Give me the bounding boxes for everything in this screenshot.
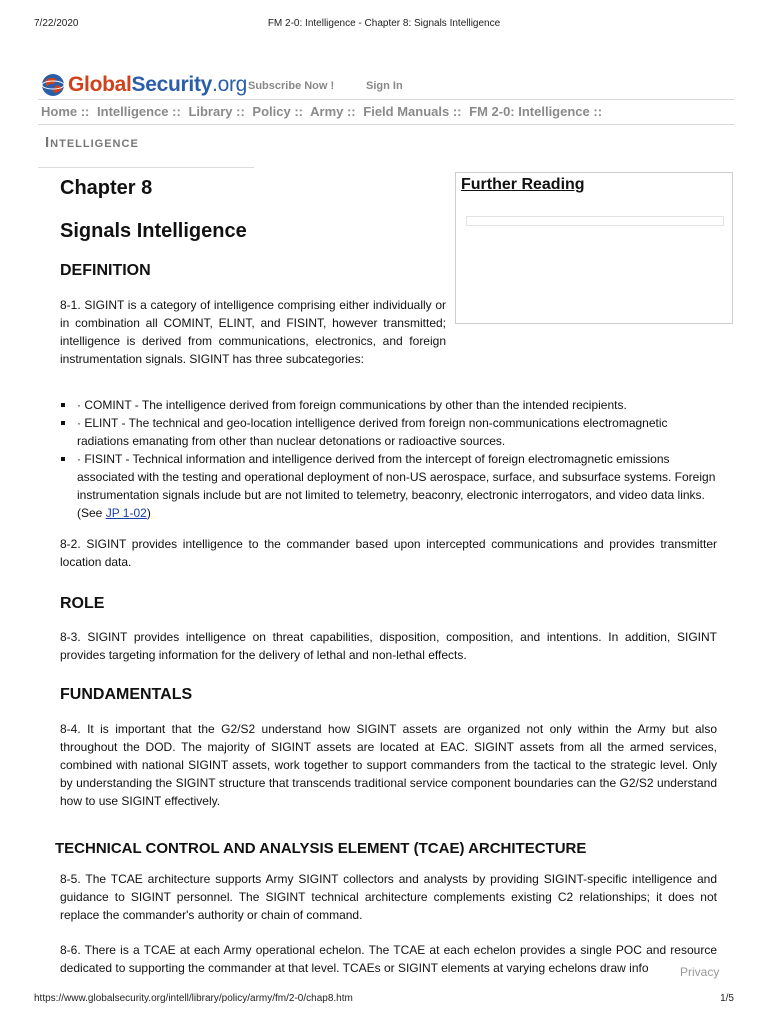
breadcrumb	[41, 104, 606, 119]
list-item-comint: · COMINT - The intelligence derived from foreign communications by other than the intended recipients.	[60, 396, 720, 414]
paragraph-8-2: 8-2. SIGINT provides intelligence to the commander based upon intercepted communications and provides transmitter location data.	[60, 537, 717, 569]
breadcrumb-policy[interactable]: Policy ::	[252, 104, 303, 119]
site-logo[interactable]	[40, 70, 247, 100]
breadcrumb-library[interactable]: Library ::	[188, 104, 245, 119]
heading-fundamentals: FUNDAMENTALS	[60, 686, 193, 703]
paragraph-8-3: 8-3. SIGINT provides intelligence on threat capabilities, disposition, composition, and intentions. In addition, SIGINT provides targeting information for the delivery of lethal and non-lethal effects.	[60, 630, 717, 662]
globe-icon	[40, 72, 66, 98]
further-reading-panel	[455, 172, 733, 324]
jp-1-02-link[interactable]: JP 1-02	[105, 506, 147, 520]
paragraph-8-6: 8-6. There is a TCAE at each Army operational echelon. The TCAE at each echelon provides a single POC and resource dedicated to supporting the commander at that level. TCAEs or SIGINT elements at varying echelons draw info	[60, 943, 717, 975]
breadcrumb-field-manuals[interactable]: Field Manuals ::	[363, 104, 462, 119]
heading-definition: DEFINITION	[60, 262, 151, 279]
see-text: (See	[77, 506, 106, 520]
print-url: https://www.globalsecurity.org/intell/library/policy/army/fm/2-0/chap8.htm	[34, 993, 353, 1004]
heading-role: ROLE	[60, 595, 105, 612]
breadcrumb-army[interactable]: Army ::	[310, 104, 356, 119]
subscribe-link[interactable]: Subscribe Now !	[248, 80, 335, 92]
logo-wordmark: GlobalSecurity.org	[68, 73, 248, 96]
print-page-number: 1/5	[720, 993, 734, 1004]
print-page-title: FM 2-0: Intelligence - Chapter 8: Signals Intelligence	[267, 18, 501, 29]
divider	[38, 124, 734, 125]
page-title: Signals Intelligence	[60, 220, 247, 242]
breadcrumb-intelligence[interactable]: Intelligence ::	[97, 104, 181, 119]
paragraph-8-4: 8-4. It is important that the G2/S2 understand how SIGINT assets are organized not only within the Army but also throughout the DOD. The majority of SIGINT assets are located at EAC. SIGINT assets from all the armed services, combined with national SIGINT assets, work together to support commanders from the tactical to the strategic level. Only by understanding the SIGINT structure that transcends traditional service component boundaries can the G2/S2 understand how to use SIGINT effectively.	[60, 722, 717, 808]
print-date: 7/22/2020	[34, 18, 79, 29]
list-item-fisint	[60, 450, 720, 522]
further-reading-title[interactable]: Further Reading	[461, 176, 585, 193]
chapter-number: Chapter 8	[60, 177, 153, 199]
privacy-link[interactable]: Privacy	[680, 965, 720, 979]
subcategory-list	[60, 396, 720, 522]
breadcrumb-home[interactable]: Home ::	[41, 104, 90, 119]
see-close: )	[146, 506, 151, 520]
sign-in-link[interactable]: Sign In	[366, 80, 403, 92]
list-item-elint: · ELINT - The technical and geo-location intelligence derived from foreign non-communications electromagnetic radiations emanating from other than nuclear detonations or radioactive sources.	[60, 414, 720, 450]
divider	[38, 167, 254, 168]
divider	[38, 99, 734, 100]
breadcrumb-fm-2-0[interactable]: FM 2-0: Intelligence ::	[469, 104, 603, 119]
fisint-text: · FISINT - Technical information and intelligence derived from the intercept of foreign electromagnetic emissions associated with the testing and operational deployment of non-US aerospace, surface, and subsurface systems. Foreign instrumentation signals include but are not limited to telemetry, beaconry, electronic interrogators, and video data links.	[77, 452, 716, 502]
further-reading-list	[466, 216, 724, 226]
heading-tcae: TECHNICAL CONTROL AND ANALYSIS ELEMENT (TCAE) ARCHITECTURE	[55, 840, 587, 857]
paragraph-8-5: 8-5. The TCAE architecture supports Army SIGINT collectors and analysts by providing SIGINT-specific intelligence and guidance to SIGINT personnel. The SIGINT technical architecture complements existing C2 relationships; it does not replace the commander's authority or chain of command.	[60, 872, 717, 922]
paragraph-8-1: 8-1. SIGINT is a category of intelligence comprising either individually or in combination all COMINT, ELINT, and FISINT, however transmitted; intelligence is derived from communications, electronics, and foreign instrumentation signals. SIGINT has three subcategories:	[60, 298, 446, 366]
section-heading[interactable]: Intelligence	[45, 134, 139, 151]
